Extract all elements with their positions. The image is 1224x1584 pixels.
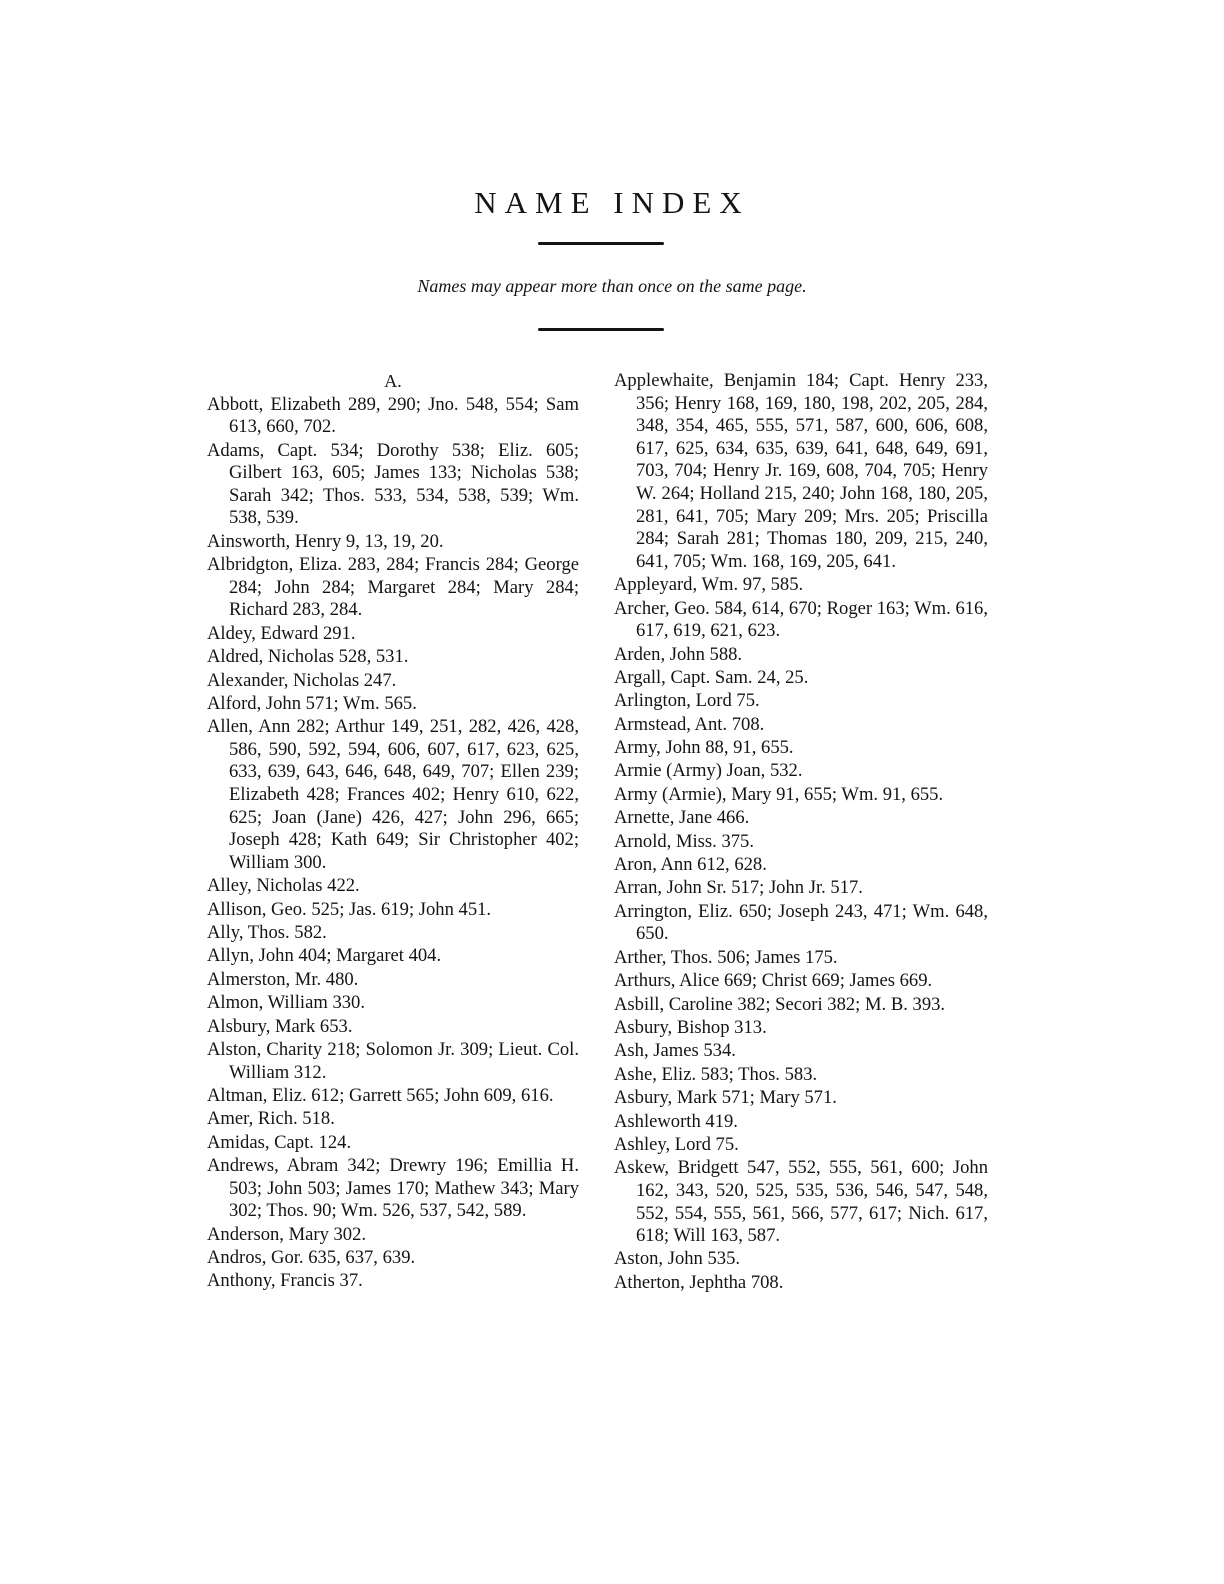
index-entry: Ash, James 534.: [614, 1040, 736, 1062]
index-entry: Arther, Thos. 506; James 175.: [614, 946, 838, 968]
index-entry: Aston, John 535.: [614, 1248, 741, 1270]
index-entry: Amidas, Capt. 124.: [207, 1131, 352, 1153]
index-entry: Atherton, Jephtha 708.: [614, 1271, 784, 1293]
index-entry: Anthony, Francis 37.: [207, 1270, 363, 1292]
index-entry: Andrews, Abram 342; Drewry 196; Emillia H. 503; John 503; James 170; Mathew 343; Mary 302; Thos. 90; Wm. 526, 537, 542, 589.: [207, 1155, 579, 1222]
index-entry: Allyn, John 404; Margaret 404.: [207, 945, 442, 967]
index-entry: Asbury, Bishop 313.: [614, 1016, 767, 1038]
section-letter: A.: [384, 371, 402, 391]
left-entry-list: [207, 394, 579, 1294]
index-entry: Aron, Ann 612, 628.: [614, 854, 767, 876]
page-subtitle: Names may appear more than once on the same page.: [417, 276, 807, 296]
index-entry: Applewhaite, Benjamin 184; Capt. Henry 233, 356; Henry 168, 169, 180, 198, 202, 205, 284, 348, 354, 465, 555, 571, 587, 600, 606, 608, 617, 625, 634, 635, 639, 641, 648, 649, 691, 703, 704; Henry Jr. 169, 608, 704, 705; Henry W. 264; Holland 215, 240; John 168, 180, 205, 281, 641, 705; Mary 209; Mrs. 205; Priscilla 284; Sarah 281; Thomas 180, 209, 215, 240, 641, 705; Wm. 168, 169, 205, 641.: [614, 370, 988, 572]
index-entry: Argall, Capt. Sam. 24, 25.: [614, 666, 809, 688]
index-entry: Allen, Ann 282; Arthur 149, 251, 282, 426, 428, 586, 590, 592, 594, 606, 607, 617, 623, 625, 633, 639, 643, 646, 648, 649, 707; Ellen 239; Elizabeth 428; Frances 402; Henry 610, 622, 625; Joan (Jane) 426, 427; John 296, 665; Joseph 428; Kath 649; Sir Christopher 402; William 300.: [207, 716, 579, 873]
index-entry: Arlington, Lord 75.: [614, 690, 760, 712]
index-entry: Archer, Geo. 584, 614, 670; Roger 163; Wm. 616, 617, 619, 621, 623.: [614, 597, 988, 642]
index-entry: Albridgton, Eliza. 283, 284; Francis 284; George 284; John 284; Margaret 284; Mary 284; Richard 283, 284.: [207, 554, 579, 621]
right-entry-list: [614, 370, 988, 1295]
index-entry: Army (Armie), Mary 91, 655; Wm. 91, 655.: [614, 783, 944, 805]
index-entry: Amer, Rich. 518.: [207, 1108, 335, 1130]
index-entry: Allison, Geo. 525; Jas. 619; John 451.: [207, 898, 492, 920]
index-entry: Ashe, Eliz. 583; Thos. 583.: [614, 1063, 818, 1085]
index-entry: Alston, Charity 218; Solomon Jr. 309; Lieut. Col. William 312.: [207, 1038, 579, 1083]
index-entry: Arran, John Sr. 517; John Jr. 517.: [614, 877, 863, 899]
index-entry: Adams, Capt. 534; Dorothy 538; Eliz. 605; Gilbert 163, 605; James 133; Nicholas 538; Sarah 342; Thos. 533, 534, 538, 539; Wm. 538, 539.: [207, 439, 579, 529]
index-entry: Aldey, Edward 291.: [207, 622, 356, 644]
title-divider: [538, 242, 664, 245]
index-entry: Askew, Bridgett 547, 552, 555, 561, 600; John 162, 343, 520, 525, 535, 536, 546, 547, 548, 552, 554, 555, 561, 566, 577, 617; Nich. 617, 618; Will 163, 587.: [614, 1157, 988, 1247]
index-entry: Anderson, Mary 302.: [207, 1223, 367, 1245]
index-entry: Arrington, Eliz. 650; Joseph 243, 471; Wm. 648, 650.: [614, 900, 988, 945]
index-entry: Ally, Thos. 582.: [207, 922, 327, 944]
index-entry: Alford, John 571; Wm. 565.: [207, 692, 417, 714]
index-entry: Alsbury, Mark 653.: [207, 1015, 353, 1037]
index-entry: Ashleworth 419.: [614, 1110, 738, 1132]
index-entry: Armstead, Ant. 708.: [614, 713, 765, 735]
index-column-left: [207, 370, 579, 1294]
subtitle-divider: [538, 328, 664, 331]
index-entry: Altman, Eliz. 612; Garrett 565; John 609, 616.: [207, 1084, 554, 1106]
index-entry: Appleyard, Wm. 97, 585.: [614, 574, 804, 596]
index-entry: Arthurs, Alice 669; Christ 669; James 669.: [614, 970, 933, 992]
index-entry: Alley, Nicholas 422.: [207, 875, 360, 897]
index-column-right: [614, 370, 988, 1295]
index-entry: Arnold, Miss. 375.: [614, 830, 754, 852]
index-entry: Almerston, Mr. 480.: [207, 968, 359, 990]
index-entry: Arden, John 588.: [614, 643, 743, 665]
index-entry: Army, John 88, 91, 655.: [614, 737, 794, 759]
page-title: NAME INDEX: [474, 185, 750, 220]
index-entry: Abbott, Elizabeth 289, 290; Jno. 548, 554; Sam 613, 660, 702.: [207, 393, 579, 438]
index-entry: Asbury, Mark 571; Mary 571.: [614, 1087, 837, 1109]
index-entry: Ainsworth, Henry 9, 13, 19, 20.: [207, 530, 444, 552]
index-entry: Alexander, Nicholas 247.: [207, 669, 397, 691]
index-entry: Andros, Gor. 635, 637, 639.: [207, 1247, 416, 1269]
index-entry: Arnette, Jane 466.: [614, 807, 750, 829]
index-entry: Aldred, Nicholas 528, 531.: [207, 646, 409, 668]
index-entry: Almon, William 330.: [207, 992, 365, 1014]
index-entry: Ashley, Lord 75.: [614, 1133, 739, 1155]
index-entry: Asbill, Caroline 382; Secori 382; M. B. 393.: [614, 993, 946, 1015]
index-entry: Armie (Army) Joan, 532.: [614, 760, 803, 782]
